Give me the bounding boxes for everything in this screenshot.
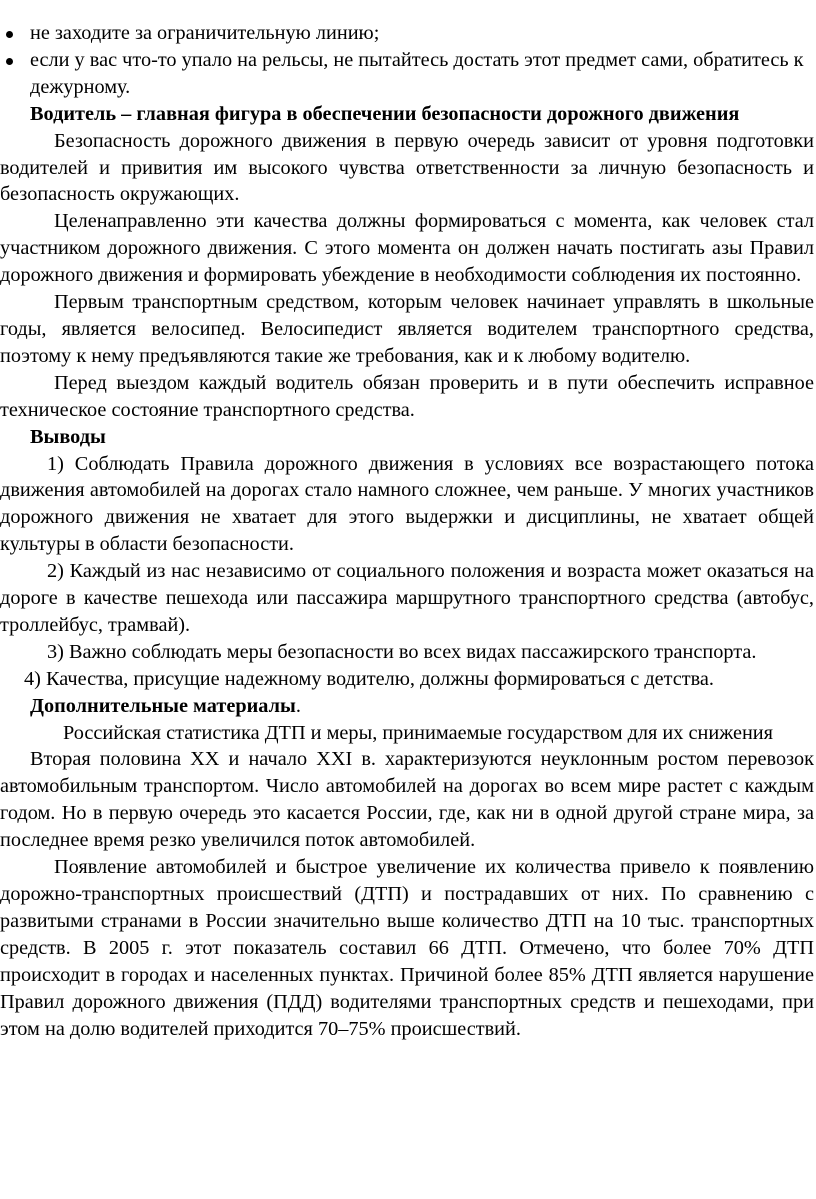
bullet-icon [6,58,13,65]
heading-conclusions: Выводы [30,425,106,448]
conclusion-item: 3) Важно соблюдать меры безопасности во всех видах пассажирского транспорта. [47,640,757,663]
conclusion-item: 1) Соблюдать Правила дорожного движения в условиях все возрастающего потока движения автомобилей на дорогах стало намного сложнее, чем раньше. У многих участников дорожного движения не хватает для этого выдержки и дисциплины, не хватает общей культуры в области безопасности. [0,452,814,556]
heading-extra-materials [0,693,816,720]
paragraph: Появление автомобилей и быстрое увеличение их количества привело к появлению дорожно-транспортных происшествий (ДТП) и пострадавших от них. По сравнению с развитыми странами в России значительно выше количество ДТП на 10 тыс. транспортных средств. В 2005 г. этот показатель составил 66 ДТП. Отмечено, что более 70% ДТП происходит в городах и населенных пунктах. Причиной более 85% ДТП является нарушение Правил дорожного движения (ПДД) водителями транспортных средств и пешеходами, при этом на долю водителей приходится 70–75% происшествий. [0,856,814,1040]
document-page [0,20,816,1042]
conclusion-item: 4) Качества, присущие надежному водителю, должны формироваться с детства. [24,667,714,690]
list-item-text: не заходите за ограничительную линию; [30,22,380,44]
heading-extra-text: Дополнительные материалы [30,694,296,717]
paragraph: Вторая половина XX и начало XXI в. характеризуются неуклонным ростом перевозок автомобильным транспортом. Число автомобилей на дорогах во всем мире растет с каждым годом. Но в первую очередь это касается России, где, как ни в одной другой стране мира, за последнее время резко увеличился поток автомобилей. [0,748,814,852]
paragraph: Безопасность дорожного движения в первую очередь зависит от уровня подготовки водителей и привития им высокого чувства ответственности за личную безопасность и безопасность окружающих. [0,129,814,206]
list-item-text: если у вас что-то упало на рельсы, не пытайтесь достать этот предмет сами, обратитесь к дежурному. [30,48,804,98]
paragraph: Целенаправленно эти качества должны формироваться с момента, как человек стал участником дорожного движения. С этого момента он должен начать постигать азы Правил дорожного движения и формировать убеждение в необходимости соблюдения их постоянно. [0,210,814,287]
safety-rules-list [0,20,816,101]
paragraph: Первым транспортным средством, которым человек начинает управлять в школьные годы, является велосипед. Велосипедист является водителем транспортного средства, поэтому к нему предъявляются такие же требования, как и к любому водителю. [0,291,814,367]
list-item [0,47,816,101]
heading-statistics: Российская статистика ДТП и меры, принимаемые государством для их снижения [63,721,773,744]
list-item [0,20,816,47]
heading-driver: Водитель – главная фигура в обеспечении безопасности дорожного движения [30,102,740,125]
heading-extra-dot: . [295,694,301,717]
bullet-icon [6,31,13,38]
paragraph: Перед выездом каждый водитель обязан проверить и в пути обеспечить исправное техническое состояние транспортного средства. [0,371,814,421]
conclusion-item: 2) Каждый из нас независимо от социального положения и возраста может оказаться на дороге в качестве пешехода или пассажира маршрутного транспортного средства (автобус, троллейбус, трамвай). [0,560,814,636]
